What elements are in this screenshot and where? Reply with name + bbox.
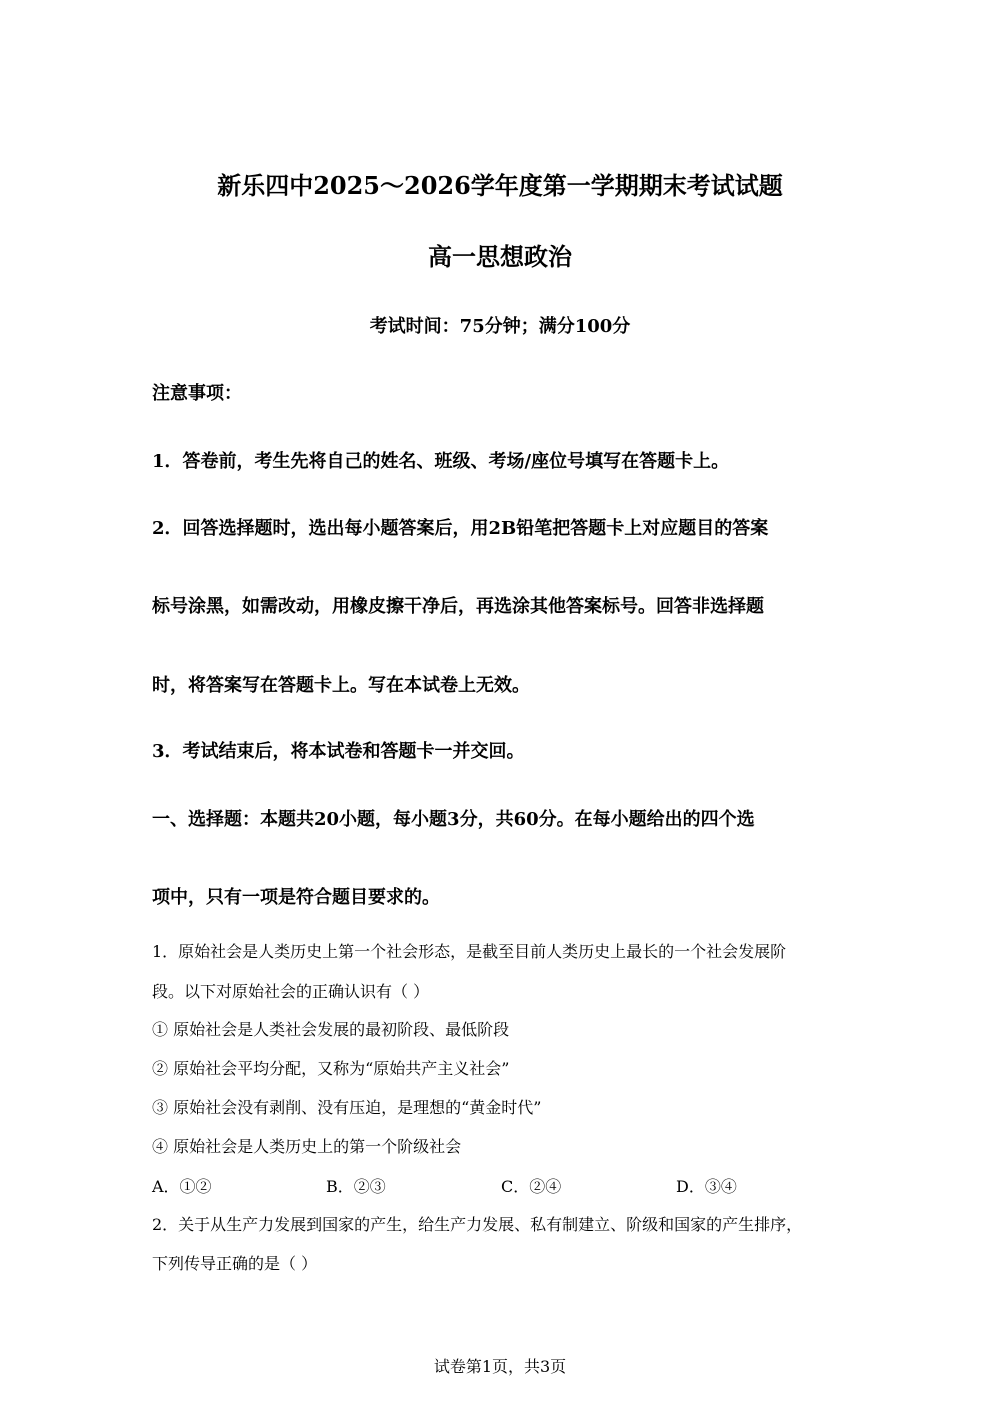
notice-item-2-line-2: 标号涂黑，如需改动，用橡皮擦干净后，再选涂其他答案标号。回答非选择题	[152, 596, 764, 617]
section-heading-line-1: 一、选择题：本题共20小题，每小题3分，共60分。在每小题给出的四个选	[152, 809, 755, 830]
question-1-option-a: A．①②	[152, 1177, 212, 1196]
question-1-option-d: D．③④	[676, 1177, 737, 1196]
notice-item-3: 3．考试结束后，将本试卷和答题卡一并交回。	[152, 741, 525, 762]
notice-item-1: 1．答卷前，考生先将自己的姓名、班级、考场/座位号填写在答题卡上。	[152, 451, 730, 472]
page-footer: 试卷第1页，共3页	[433, 1357, 567, 1376]
notice-item-2-line-1: 2．回答选择题时，选出每小题答案后，用2B铅笔把答题卡上对应题目的答案	[152, 518, 769, 539]
question-2-stem-line-2: 下列传导正确的是（ ）	[152, 1254, 318, 1273]
question-1-statement-4: ④ 原始社会是人类历史上的第一个阶级社会	[152, 1137, 462, 1156]
question-1-statement-3: ③ 原始社会没有剥削、没有压迫，是理想的“黄金时代”	[152, 1098, 542, 1117]
question-1-stem-line-2: 段。以下对原始社会的正确认识有（ ）	[152, 982, 430, 1001]
question-1-statement-1: ① 原始社会是人类社会发展的最初阶段、最低阶段	[152, 1020, 510, 1039]
question-1-option-c: C．②④	[501, 1177, 562, 1196]
question-1-option-b: B．②③	[326, 1177, 386, 1196]
exam-title: 新乐四中2025～2026学年度第一学期期末考试试题	[217, 171, 783, 200]
question-2-stem-line-1: 2．关于从生产力发展到国家的产生，给生产力发展、私有制建立、阶级和国家的产生排序，	[152, 1215, 803, 1234]
notice-heading: 注意事项：	[152, 383, 242, 404]
subject-title: 高一思想政治	[428, 242, 572, 271]
question-1-statement-2: ② 原始社会平均分配，又称为“原始共产主义社会”	[152, 1059, 510, 1078]
section-heading-line-2: 项中，只有一项是符合题目要求的。	[152, 887, 440, 908]
notice-item-2-line-3: 时，将答案写在答题卡上。写在本试卷上无效。	[152, 675, 530, 696]
exam-info: 考试时间：75分钟；满分100分	[369, 316, 631, 337]
question-1-stem-line-1: 1．原始社会是人类历史上第一个社会形态，是截至目前人类历史上最长的一个社会发展阶	[152, 942, 787, 961]
